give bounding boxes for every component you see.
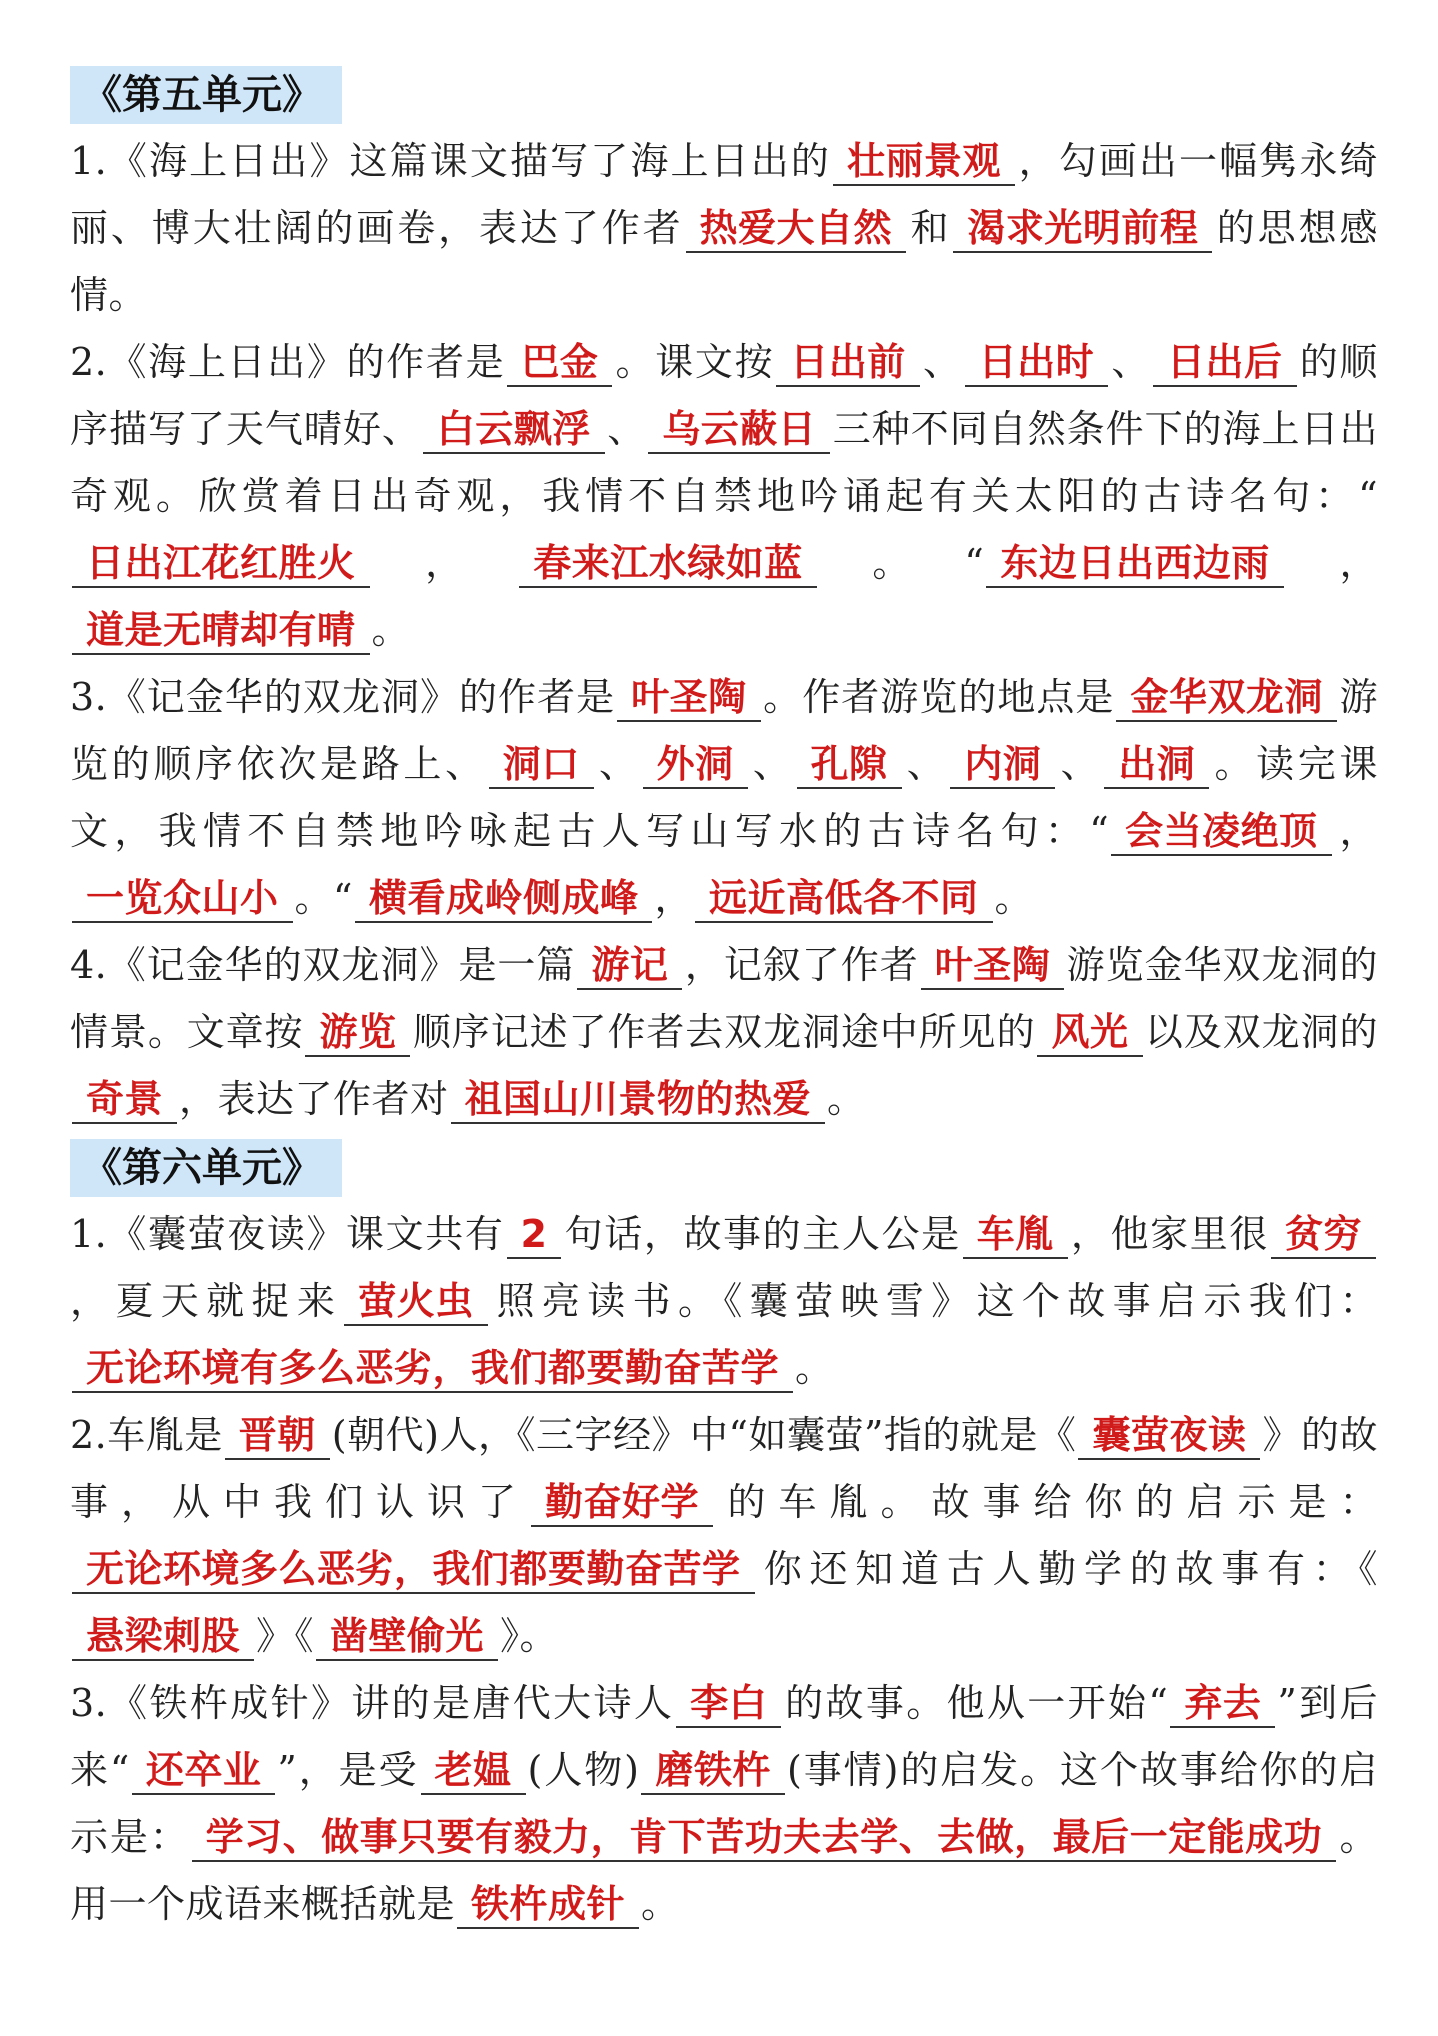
- unit5-question-1: [70, 128, 1378, 329]
- question-text: 、: [921, 340, 963, 384]
- answer-blank: 内洞: [950, 741, 1055, 789]
- question-text: ，记叙了作者: [684, 943, 919, 987]
- answer-blank: 东边日出西边雨: [986, 540, 1284, 588]
- answer-blank: 日出江花红胜火: [72, 540, 370, 588]
- answer-blank: 春来江水绿如蓝: [519, 540, 817, 588]
- answer-blank: 热爱大自然: [686, 205, 907, 253]
- question-text: 你还知道古人勤学的故事有：《: [756, 1547, 1378, 1591]
- question-text: ”到后来“: [70, 1681, 1378, 1792]
- question-text: 游览的顺序依次是路上、: [70, 675, 1378, 786]
- question-text: 。: [641, 1882, 680, 1926]
- answer-blank: 凿壁偷光: [316, 1613, 498, 1661]
- question-text: 。读完课文，我情不自禁地吟咏起古人写山写水的古诗名句：“: [70, 742, 1378, 853]
- question-text: 、: [595, 742, 641, 786]
- answer-blank: 孔隙: [797, 741, 902, 789]
- question-text: ，夏天就捉来: [70, 1279, 343, 1323]
- answer-blank: 乌云蔽日: [648, 406, 830, 454]
- question-text: 、: [1110, 340, 1152, 384]
- answer-blank: 车胤: [963, 1211, 1068, 1259]
- question-text: 2.车胤是: [70, 1413, 223, 1457]
- question-text: 游览金华双龙洞的情景。文章按: [70, 943, 1378, 1054]
- question-text: ，表达了作者对: [179, 1077, 449, 1121]
- question-text: 顺序记述了作者去双龙洞途中所见的: [412, 1010, 1036, 1054]
- unit6-title: 《第六单元》: [70, 1139, 342, 1197]
- answer-blank: 远近高低各不同: [695, 875, 993, 923]
- question-text: 、: [749, 742, 795, 786]
- answer-blank: 勤奋好学: [531, 1479, 713, 1527]
- answer-blank: 道是无晴却有晴: [72, 607, 370, 655]
- answer-blank: 囊萤夜读: [1078, 1412, 1260, 1460]
- question-text: ，: [654, 876, 693, 920]
- answer-blank: 日出时: [965, 339, 1109, 387]
- answer-blank: 巴金: [507, 339, 612, 387]
- answer-blank: 壮丽景观: [833, 138, 1015, 186]
- question-text: 三种不同自然条件下的海上日出奇观。欣赏着日出奇观，我情不自禁地吟诵起有关太阳的古诗名句：“: [70, 407, 1378, 518]
- answer-blank: 李白: [676, 1680, 781, 1728]
- answer-blank: 洞口: [489, 741, 594, 789]
- answer-blank: 叶圣陶: [617, 674, 761, 722]
- answer-blank: 一览众山小: [72, 875, 293, 923]
- answer-blank: 叶圣陶: [921, 942, 1065, 990]
- answer-blank: 还卒业: [132, 1747, 276, 1795]
- answer-blank: 游览: [305, 1009, 410, 1057]
- question-text: 句话，故事的主人公是: [563, 1212, 961, 1256]
- answer-blank: 白云飘浮: [423, 406, 605, 454]
- question-text: 、: [1057, 742, 1103, 786]
- unit5-question-4: [70, 932, 1378, 1133]
- question-text: 。: [371, 608, 411, 652]
- question-text: ，他家里很: [1069, 1212, 1269, 1256]
- question-text: ，勾画出一幅隽永绮丽、博大壮阔的画卷，表达了作者: [70, 139, 1378, 250]
- question-text: 的故事。他从一开始“: [783, 1681, 1169, 1725]
- answer-blank: 日出前: [776, 339, 920, 387]
- answer-blank: 金华双龙洞: [1116, 674, 1337, 722]
- unit5-question-2: [70, 329, 1378, 664]
- answer-blank: 贫穷: [1271, 1211, 1376, 1259]
- answer-blank: 学习、做事只要有毅力，肯下苦功夫去学、去做，最后一定能成功: [192, 1814, 1337, 1862]
- unit5-question-3: [70, 664, 1378, 932]
- unit5-title: 《第五单元》: [70, 66, 342, 124]
- question-text: ，: [1285, 541, 1378, 585]
- question-text: 的思想感情。: [70, 206, 1378, 317]
- answer-blank: 祖国山川景物的热爱: [451, 1076, 826, 1124]
- answer-blank: 外洞: [643, 741, 748, 789]
- question-text: (事情)的启发。这个故事给你的启示是：: [70, 1748, 1379, 1859]
- question-text: 的顺序描写了天气晴好、: [70, 340, 1378, 451]
- answer-blank: 弃去: [1170, 1680, 1275, 1728]
- question-text: 1.《海上日出》这篇课文描写了海上日出的: [70, 139, 831, 183]
- question-text: 。课文按: [614, 340, 775, 384]
- answer-blank: 风光: [1037, 1009, 1142, 1057]
- question-text: 、: [903, 742, 949, 786]
- question-text: (朝代)人，《三字经》中“如囊萤”指的就是《: [331, 1413, 1077, 1457]
- question-text: 。: [795, 1346, 834, 1390]
- unit6-question-1: [70, 1201, 1378, 1402]
- question-text: ”，是受: [277, 1748, 419, 1792]
- question-text: 以及双龙洞的: [1144, 1010, 1378, 1054]
- question-text: 3.《铁杵成针》讲的是唐代大诗人: [70, 1681, 675, 1725]
- answer-blank: 日出后: [1153, 339, 1297, 387]
- answer-blank: 老媪: [421, 1747, 526, 1795]
- answer-blank: 渴求光明前程: [953, 205, 1212, 253]
- answer-blank: 出洞: [1104, 741, 1209, 789]
- question-text: 。: [827, 1077, 866, 1121]
- question-text: 。用一个成语来概括就是: [70, 1815, 1378, 1926]
- unit6-question-2: [70, 1402, 1378, 1670]
- question-text: 4.《记金华的双龙洞》是一篇: [70, 943, 576, 987]
- question-text: 》。: [500, 1614, 559, 1658]
- answer-blank: 2: [507, 1211, 562, 1259]
- question-text: 照亮读书。《囊萤映雪》这个故事启示我们：: [489, 1279, 1378, 1323]
- answer-blank: 悬梁刺股: [72, 1613, 254, 1661]
- answer-blank: 奇景: [72, 1076, 177, 1124]
- question-text: 。: [994, 876, 1034, 920]
- answer-blank: 横看成岭侧成峰: [355, 875, 653, 923]
- question-text: 》的故事，从中我们认识了: [70, 1413, 1378, 1524]
- answer-blank: 会当凌绝顶: [1111, 808, 1332, 856]
- question-text: 和: [908, 206, 952, 250]
- question-text: 的车胤。故事给你的启示是：: [715, 1480, 1378, 1524]
- question-text: 2.《海上日出》的作者是: [70, 340, 506, 384]
- question-text: 。作者游览的地点是: [762, 675, 1115, 719]
- question-text: 1.《囊萤夜读》课文共有: [70, 1212, 505, 1256]
- answer-blank: 磨铁杵: [641, 1747, 785, 1795]
- question-text: (人物): [527, 1748, 640, 1792]
- answer-blank: 铁杵成针: [457, 1881, 639, 1929]
- question-text: ，: [371, 541, 518, 585]
- answer-blank: 游记: [577, 942, 682, 990]
- question-text: 。“: [818, 541, 985, 585]
- question-text: 。“: [294, 876, 353, 920]
- question-text: ，: [1333, 809, 1378, 853]
- answer-blank: 无论环境有多么恶劣，我们都要勤奋苦学: [72, 1345, 793, 1393]
- answer-blank: 萤火虫: [344, 1278, 488, 1326]
- question-text: 、: [606, 407, 647, 451]
- question-text: 3.《记金华的双龙洞》的作者是: [70, 675, 616, 719]
- unit6-question-3: [70, 1670, 1378, 1938]
- answer-blank: 晋朝: [225, 1412, 330, 1460]
- answer-blank: 无论环境多么恶劣，我们都要勤奋苦学: [72, 1546, 755, 1594]
- question-text: 》《: [256, 1614, 315, 1658]
